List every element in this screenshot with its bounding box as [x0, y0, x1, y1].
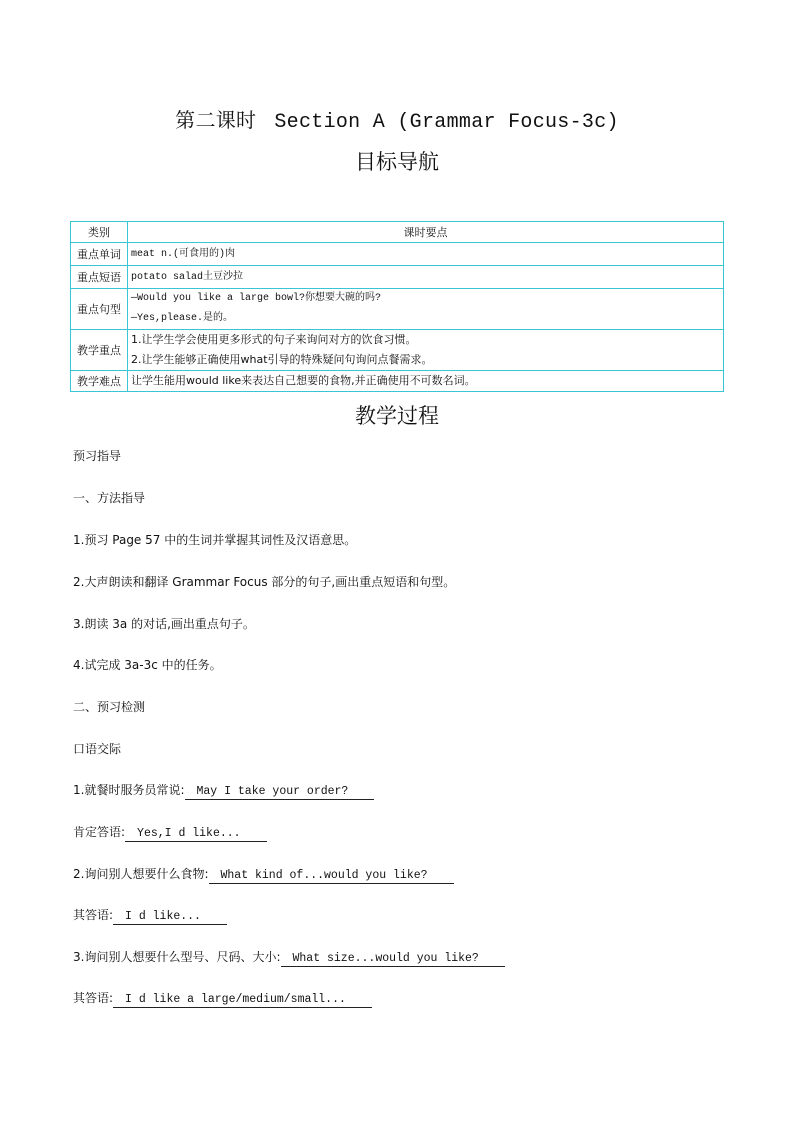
qa-answer: What kind of...would you like? — [209, 869, 454, 884]
lesson-points-table — [70, 221, 724, 392]
row-content — [128, 330, 724, 371]
table-row — [71, 330, 724, 371]
qa-prompt: 1.就餐时服务员常说: — [73, 783, 185, 797]
method-step-3: 3.朗读 3a 的对话,画出重点句子。 — [73, 617, 255, 631]
row-content — [128, 289, 724, 330]
section-label: Section A (Grammar Focus-3c) — [274, 111, 619, 134]
method-guide-heading: 一、方法指导 — [73, 491, 146, 505]
qa-line — [73, 989, 372, 1008]
qa-line — [73, 948, 505, 967]
process-title: 教学过程 — [355, 404, 439, 428]
qa-answer: I d like... — [113, 910, 227, 925]
subtitle: 目标导航 — [355, 150, 439, 174]
lesson-label: 第二课时 — [175, 108, 257, 132]
preview-guide-heading: 预习指导 — [73, 449, 122, 463]
header-points: 课时要点 — [128, 222, 724, 243]
oral-communication-heading: 口语交际 — [73, 742, 122, 756]
qa-line — [73, 781, 374, 800]
qa-answer: May I take your order? — [185, 785, 375, 800]
row-content — [128, 371, 724, 392]
qa-line — [73, 823, 267, 842]
qa-prompt: 肯定答语: — [73, 825, 126, 839]
row-content — [128, 243, 724, 266]
row-line: 让学生能用would like来表达自己想要的食物,并正确使用不可数名词。 — [131, 374, 476, 387]
qa-prompt: 其答语: — [73, 991, 114, 1005]
row-category: 教学难点 — [71, 371, 128, 392]
method-step-4: 4.试完成 3a-3c 中的任务。 — [73, 658, 222, 672]
method-step-2: 2.大声朗读和翻译 Grammar Focus 部分的句子,画出重点短语和句型。 — [73, 575, 456, 589]
qa-line — [73, 865, 454, 884]
header-category: 类别 — [71, 222, 128, 243]
qa-answer: Yes,I d like... — [125, 827, 267, 842]
qa-answer: What size...would you like? — [281, 952, 505, 967]
table-row — [71, 289, 724, 330]
table-row — [71, 243, 724, 266]
row-category: 重点单词 — [71, 243, 128, 266]
row-line: meat n.(可食用的)肉 — [131, 249, 236, 260]
row-line: —Yes,please.是的。 — [131, 313, 234, 324]
row-line: 1.让学生学会使用更多形式的句子来询问对方的饮食习惯。 — [131, 333, 417, 346]
lesson-title — [0, 104, 794, 134]
table-header-row — [71, 222, 724, 243]
preview-check-heading: 二、预习检测 — [73, 700, 146, 714]
qa-prompt: 2.询问别人想要什么食物: — [73, 867, 209, 881]
table-row — [71, 266, 724, 289]
qa-answer: I d like a large/medium/small... — [113, 993, 372, 1008]
qa-prompt: 其答语: — [73, 908, 114, 922]
qa-prompt: 3.询问别人想要什么型号、尺码、大小: — [73, 950, 281, 964]
qa-line — [73, 906, 227, 925]
row-category: 重点句型 — [71, 289, 128, 330]
row-category: 教学重点 — [71, 330, 128, 371]
row-content — [128, 266, 724, 289]
method-step-1: 1.预习 Page 57 中的生词并掌握其词性及汉语意思。 — [73, 533, 357, 547]
row-line: potato salad土豆沙拉 — [131, 272, 244, 283]
table-row — [71, 371, 724, 392]
row-category: 重点短语 — [71, 266, 128, 289]
row-line: 2.让学生能够正确使用what引导的特殊疑问句询问点餐需求。 — [131, 353, 433, 366]
row-line: —Would you like a large bowl?你想要大碗的吗? — [131, 293, 382, 304]
